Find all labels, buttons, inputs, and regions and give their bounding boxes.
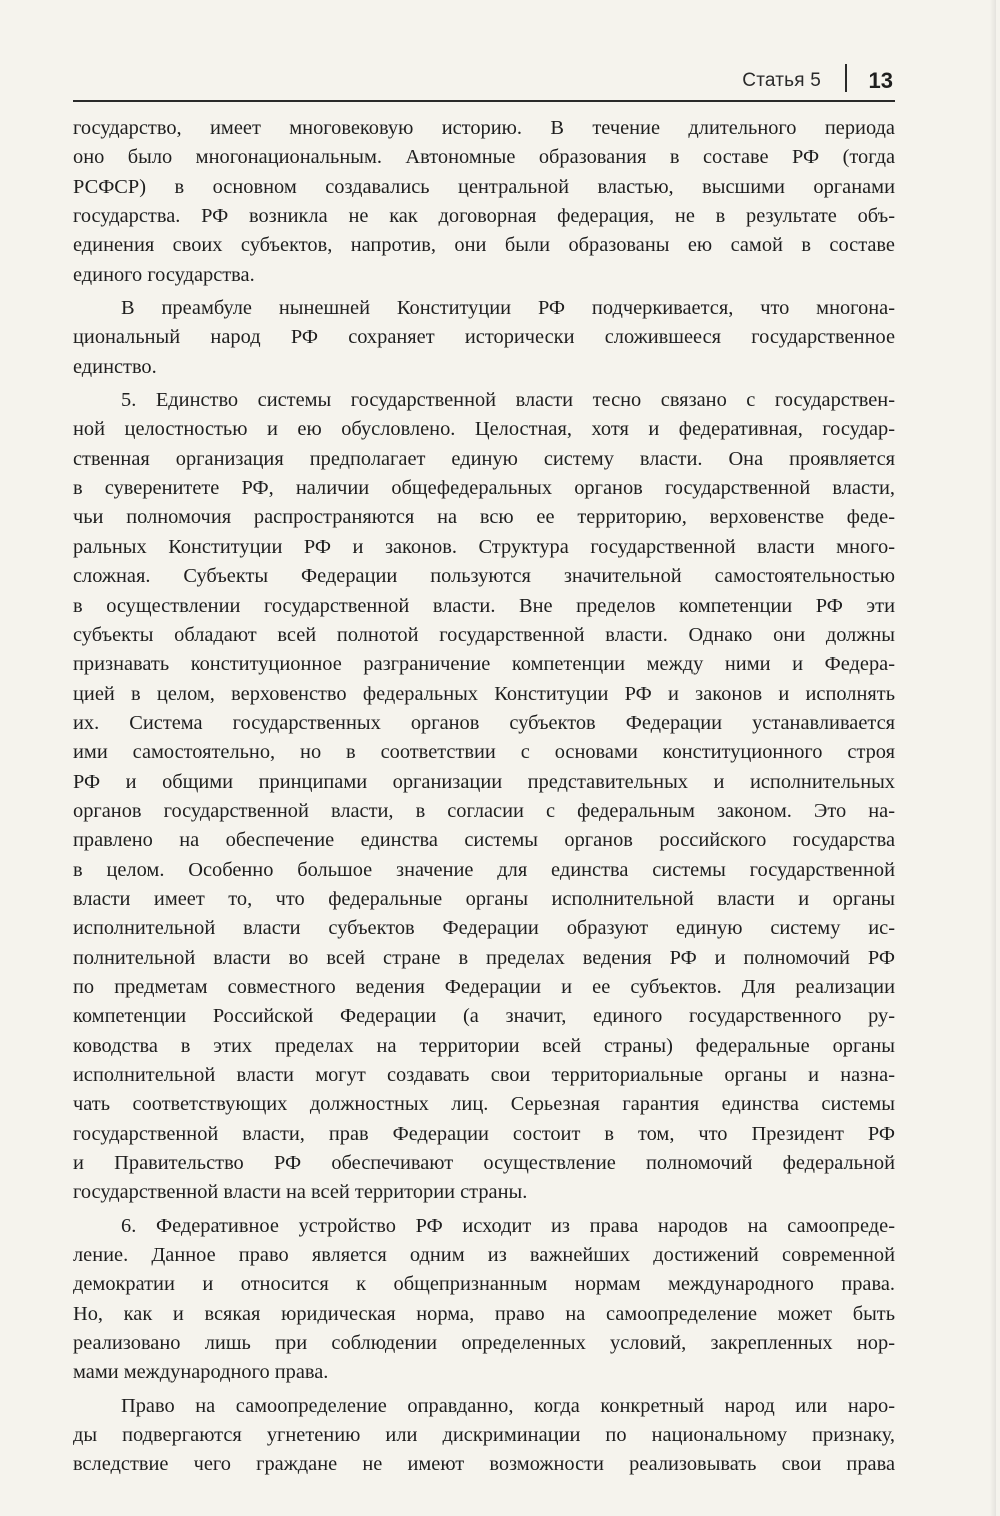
text-line: государство, имеет многовековую историю. В течение длительного периода <box>73 117 895 139</box>
text-line: ды подвергаются угнетению или дискриминации по национальному признаку, <box>73 1424 895 1447</box>
running-head-divider <box>845 64 847 92</box>
text-line: Право на самоопределение оправданно, когда конкретный народ или наро- <box>121 1394 895 1417</box>
paragraph <box>73 1392 895 1480</box>
text-line: вследствие чего граждане не имеют возможности реализовывать свои права <box>73 1453 895 1476</box>
text-line: компетенции Российской Федерации (а значит, единого государственного ру- <box>73 1005 895 1028</box>
text-line: ной целостностью и ею обусловлено. Целостная, хотя и федеративная, государ- <box>73 418 895 441</box>
text-line: в целом. Особенно большое значение для единства системы государственной <box>73 858 895 881</box>
text-line: по предметам совместного ведения Федерации и ее субъектов. Для реализации <box>73 975 895 998</box>
text-line: ственная организация предполагает единую систему власти. Она проявляется <box>73 447 895 470</box>
text-line: оно было многонациональным. Автономные образования в составе РФ (тогда <box>73 146 895 169</box>
text-line: цией в целом, верховенство федеральных Конституции РФ и законов и исполнять <box>73 682 895 705</box>
text-line: власти имеет то, что федеральные органы исполнительной власти и органы <box>73 887 895 910</box>
text-line: сложная. Субъекты Федерации пользуются значительной самостоятельностью <box>73 565 895 588</box>
paragraph <box>73 294 895 382</box>
page-edge-shadow <box>990 0 996 1516</box>
text-line: в осуществлении государственной власти. Вне пределов компетенции РФ эти <box>73 594 895 617</box>
running-head <box>73 60 895 102</box>
text-line: РСФСР) в основном создавались центральной властью, высшими органами <box>73 175 895 198</box>
text-line: 6. Федеративное устройство РФ исходит из права народов на самоопреде- <box>121 1214 895 1237</box>
text-line: ими самостоятельно, но в соответствии с основами конституционного строя <box>73 741 895 764</box>
text-line: полнительной власти во всей стране в пределах ведения РФ и полномочий РФ <box>73 946 895 969</box>
paragraph <box>73 1212 895 1388</box>
text-line: в суверенитете РФ, наличии общефедеральных органов государственной власти, <box>73 477 895 500</box>
paragraph <box>73 386 895 1208</box>
running-head-section: Статья 5 <box>742 70 821 91</box>
text-line: ральных Конституции РФ и законов. Структура государственной власти много- <box>73 535 895 558</box>
text-line: демократии и относится к общепризнанным нормам международного права. <box>73 1273 895 1296</box>
page-number: 13 <box>868 68 893 93</box>
text-line: их. Система государственных органов субъектов Федерации устанавливается <box>73 711 895 734</box>
text-line: циональный народ РФ сохраняет исторически сложившееся государственное <box>73 326 895 349</box>
text-line: государственной власти, прав Федерации состоит в том, что Президент РФ <box>73 1122 895 1145</box>
text-line: и Правительство РФ обеспечивают осуществление полномочий федеральной <box>73 1152 895 1175</box>
text-line: субъекты обладают всей полнотой государственной власти. Однако они должны <box>73 623 895 646</box>
text-line: правлено на обеспечение единства системы органов российского государства <box>73 829 895 852</box>
text-line: государства. РФ возникла не как договорная федерация, не в результате объ- <box>73 205 895 228</box>
text-line: Но, как и всякая юридическая норма, право на самоопределение может быть <box>73 1302 895 1325</box>
text-line: ление. Данное право является одним из важнейших достижений современной <box>73 1244 895 1267</box>
text-line: РФ и общими принципами организации представительных и исполнительных <box>73 770 895 793</box>
paragraph <box>73 114 895 290</box>
text-line: признавать конституционное разграничение компетенции между ними и Федера- <box>73 653 895 676</box>
text-line: 5. Единство системы государственной власти тесно связано с государствен- <box>121 389 895 412</box>
text-line: ководства в этих пределах на территории всей страны) федеральные органы <box>73 1034 895 1057</box>
body-text <box>73 114 895 1484</box>
text-line: исполнительной власти субъектов Федерации образуют единую систему ис- <box>73 917 895 940</box>
text-line: государственной власти на всей территории страны. <box>73 1181 528 1204</box>
text-line: единения своих субъектов, напротив, они были образованы ею самой в составе <box>73 234 895 257</box>
text-line: реализовано лишь при соблюдении определенных условий, закрепленных нор- <box>73 1332 895 1355</box>
text-line: исполнительной власти могут создавать свои территориальные органы и назна- <box>73 1064 895 1086</box>
text-line: мами международного права. <box>73 1361 329 1384</box>
text-line: В преамбуле нынешней Конституции РФ подчеркивается, что многона- <box>121 297 895 320</box>
text-line: чьи полномочия распространяются на всю ее территорию, верховенстве феде- <box>73 506 895 529</box>
text-line: единого государства. <box>73 263 255 286</box>
text-line: органов государственной власти, в согласии с федеральным законом. Это на- <box>73 799 895 822</box>
text-line: чать соответствующих должностных лиц. Серьезная гарантия единства системы <box>73 1093 895 1116</box>
text-line: единство. <box>73 355 157 378</box>
